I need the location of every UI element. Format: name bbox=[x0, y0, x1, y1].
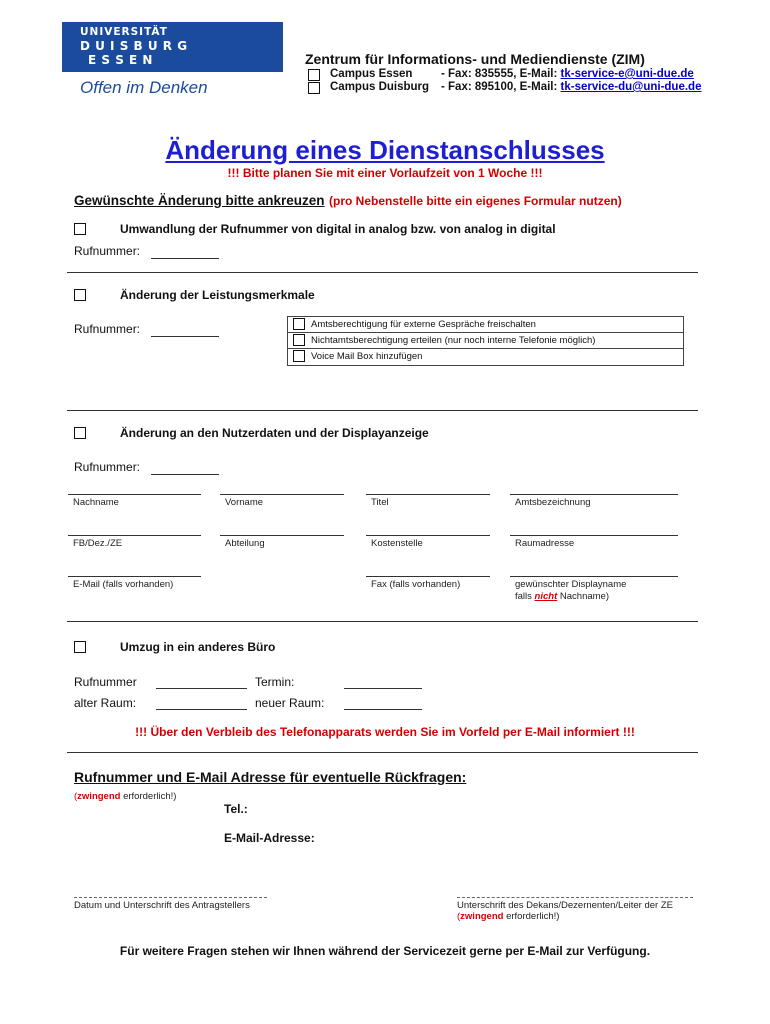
fb-dez-ze-label: FB/Dez./ZE bbox=[73, 538, 123, 549]
option-row[interactable] bbox=[288, 317, 683, 333]
option-label: Amtsberechtigung für externe Gespräche freischalten bbox=[311, 319, 536, 330]
option-row[interactable] bbox=[288, 333, 683, 349]
raumadresse-field[interactable] bbox=[510, 535, 678, 536]
option-label: Nichtamtsberechtigung erteilen (nur noch interne Telefonie möglich) bbox=[311, 335, 596, 346]
fax-field[interactable] bbox=[366, 576, 490, 577]
vorname-field[interactable] bbox=[220, 494, 344, 495]
divider bbox=[67, 621, 698, 622]
contact-required-note bbox=[74, 791, 176, 802]
option-label: Voice Mail Box hinzufügen bbox=[311, 351, 423, 362]
email-label: E-Mail (falls vorhanden) bbox=[73, 579, 174, 590]
contact-req-rest: erforderlich!) bbox=[120, 791, 177, 802]
displayname-condition-post: Nachname) bbox=[557, 591, 609, 602]
sec4-label: Umzug in ein anderes Büro bbox=[120, 640, 276, 654]
applicant-signature-line[interactable] bbox=[74, 897, 267, 898]
option-checkbox[interactable] bbox=[293, 318, 305, 330]
dean-signature-line[interactable] bbox=[457, 897, 693, 898]
footer-note: Für weitere Fragen stehen wir Ihnen während der Servicezeit gerne per E-Mail zur Verfügung. bbox=[119, 944, 651, 958]
sec3-label: Änderung an den Nutzerdaten und der Displayanzeige bbox=[120, 426, 429, 440]
sec1-label: Umwandlung der Rufnummer von digital in analog bzw. von analog in digital bbox=[120, 222, 556, 236]
contact-req-word: zwingend bbox=[77, 791, 121, 802]
contact-heading: Rufnummer und E-Mail Adresse für eventuelle Rückfragen: bbox=[74, 769, 467, 785]
sec2-checkbox[interactable] bbox=[74, 289, 86, 301]
divider bbox=[67, 410, 698, 411]
logo-line-3: E S S E N bbox=[88, 53, 153, 67]
neuer-raum-field[interactable] bbox=[344, 709, 422, 710]
dean-req-open: ( bbox=[457, 911, 461, 922]
sec3-rufnummer-field[interactable] bbox=[151, 474, 219, 475]
displayname-condition-neg: nicht bbox=[534, 591, 558, 602]
sec2-rufnummer-field[interactable] bbox=[151, 336, 219, 337]
move-rufnummer-field[interactable] bbox=[156, 688, 247, 689]
neuer-raum-label: neuer Raum: bbox=[255, 696, 325, 710]
move-rufnummer-label: Rufnummer bbox=[74, 675, 137, 689]
campus-essen-contact bbox=[441, 68, 694, 80]
lead-time-notice: !!! Bitte planen Sie mit einer Vorlaufzeit von 1 Woche !!! bbox=[227, 166, 543, 180]
feature-options-box bbox=[287, 316, 684, 366]
dean-signature-required bbox=[457, 911, 559, 922]
sec2-label: Änderung der Leistungsmerkmale bbox=[120, 288, 315, 302]
kostenstelle-label: Kostenstelle bbox=[371, 538, 423, 549]
displayname-label: gewünschter Displayname bbox=[515, 579, 627, 590]
campus-essen-label: Campus Essen bbox=[330, 68, 413, 80]
termin-field[interactable] bbox=[344, 688, 422, 689]
tel-label: Tel.: bbox=[224, 802, 248, 816]
email-address-label: E-Mail-Adresse: bbox=[224, 831, 315, 845]
page-title: Änderung eines Dienstanschlusses bbox=[165, 135, 605, 165]
campus-duisburg-fax: - Fax: 895100, E-Mail: bbox=[441, 81, 561, 93]
termin-label: Termin: bbox=[255, 675, 295, 689]
amtsbezeichnung-label: Amtsbezeichnung bbox=[515, 497, 591, 508]
displayname-condition bbox=[515, 591, 609, 602]
campus-duisburg-contact bbox=[441, 81, 701, 93]
titel-field[interactable] bbox=[366, 494, 490, 495]
vorname-label: Vorname bbox=[225, 497, 264, 508]
displayname-field[interactable] bbox=[510, 576, 678, 577]
contact-req-open: ( bbox=[74, 791, 78, 802]
selection-heading-text: Gewünschte Änderung bitte ankreuzen bbox=[74, 193, 325, 208]
sec3-rufnummer-label: Rufnummer: bbox=[74, 460, 141, 474]
nachname-label: Nachname bbox=[73, 497, 119, 508]
applicant-signature-label: Datum und Unterschrift des Antragstellers bbox=[74, 900, 250, 911]
campus-essen-fax: - Fax: 835555, E-Mail: bbox=[441, 68, 561, 80]
fax-label: Fax (falls vorhanden) bbox=[371, 579, 461, 590]
campus-duisburg-checkbox[interactable] bbox=[308, 82, 320, 94]
selection-heading-note: (pro Nebenstelle bitte ein eigenes Formular nutzen) bbox=[329, 194, 622, 208]
fb-dez-ze-field[interactable] bbox=[68, 535, 201, 536]
amtsbezeichnung-field[interactable] bbox=[510, 494, 678, 495]
logo-line-1: UNIVERSITÄT bbox=[80, 26, 168, 38]
campus-duisburg-label: Campus Duisburg bbox=[330, 81, 430, 93]
email-field[interactable] bbox=[68, 576, 201, 577]
campus-duisburg-email-link[interactable]: tk-service-du@uni-due.de bbox=[560, 81, 702, 93]
nachname-field[interactable] bbox=[68, 494, 201, 495]
campus-essen-checkbox[interactable] bbox=[308, 69, 320, 81]
sec1-rufnummer-label: Rufnummer: bbox=[74, 244, 141, 258]
sec4-checkbox[interactable] bbox=[74, 641, 86, 653]
alter-raum-label: alter Raum: bbox=[74, 696, 137, 710]
displayname-condition-pre: falls bbox=[515, 591, 535, 602]
logo-tagline: Offen im Denken bbox=[80, 78, 208, 97]
raumadresse-label: Raumadresse bbox=[515, 538, 575, 549]
org-name: Zentrum für Informations- und Mediendienste (ZIM) bbox=[305, 51, 645, 67]
divider bbox=[67, 272, 698, 273]
logo-line-2: D U I S B U R G bbox=[80, 39, 188, 53]
option-checkbox[interactable] bbox=[293, 350, 305, 362]
dean-signature-label: Unterschrift des Dekans/Dezernenten/Leiter der ZE bbox=[457, 900, 673, 911]
campus-essen-email-link[interactable]: tk-service-e@uni-due.de bbox=[560, 68, 694, 80]
divider bbox=[67, 752, 698, 753]
phone-notice: !!! Über den Verbleib des Telefonapparats werden Sie im Vorfeld per E-Mail informiert !!! bbox=[135, 725, 635, 739]
titel-label: Titel bbox=[371, 497, 389, 508]
option-row[interactable] bbox=[288, 349, 683, 365]
dean-req-rest: erforderlich!) bbox=[503, 911, 560, 922]
option-checkbox[interactable] bbox=[293, 334, 305, 346]
selection-heading bbox=[74, 192, 622, 210]
alter-raum-field[interactable] bbox=[156, 709, 247, 710]
sec3-checkbox[interactable] bbox=[74, 427, 86, 439]
abteilung-label: Abteilung bbox=[225, 538, 265, 549]
university-logo bbox=[62, 22, 283, 72]
sec2-rufnummer-label: Rufnummer: bbox=[74, 322, 141, 336]
kostenstelle-field[interactable] bbox=[366, 535, 490, 536]
abteilung-field[interactable] bbox=[220, 535, 344, 536]
sec1-checkbox[interactable] bbox=[74, 223, 86, 235]
sec1-rufnummer-field[interactable] bbox=[151, 258, 219, 259]
dean-req-word: zwingend bbox=[460, 911, 504, 922]
